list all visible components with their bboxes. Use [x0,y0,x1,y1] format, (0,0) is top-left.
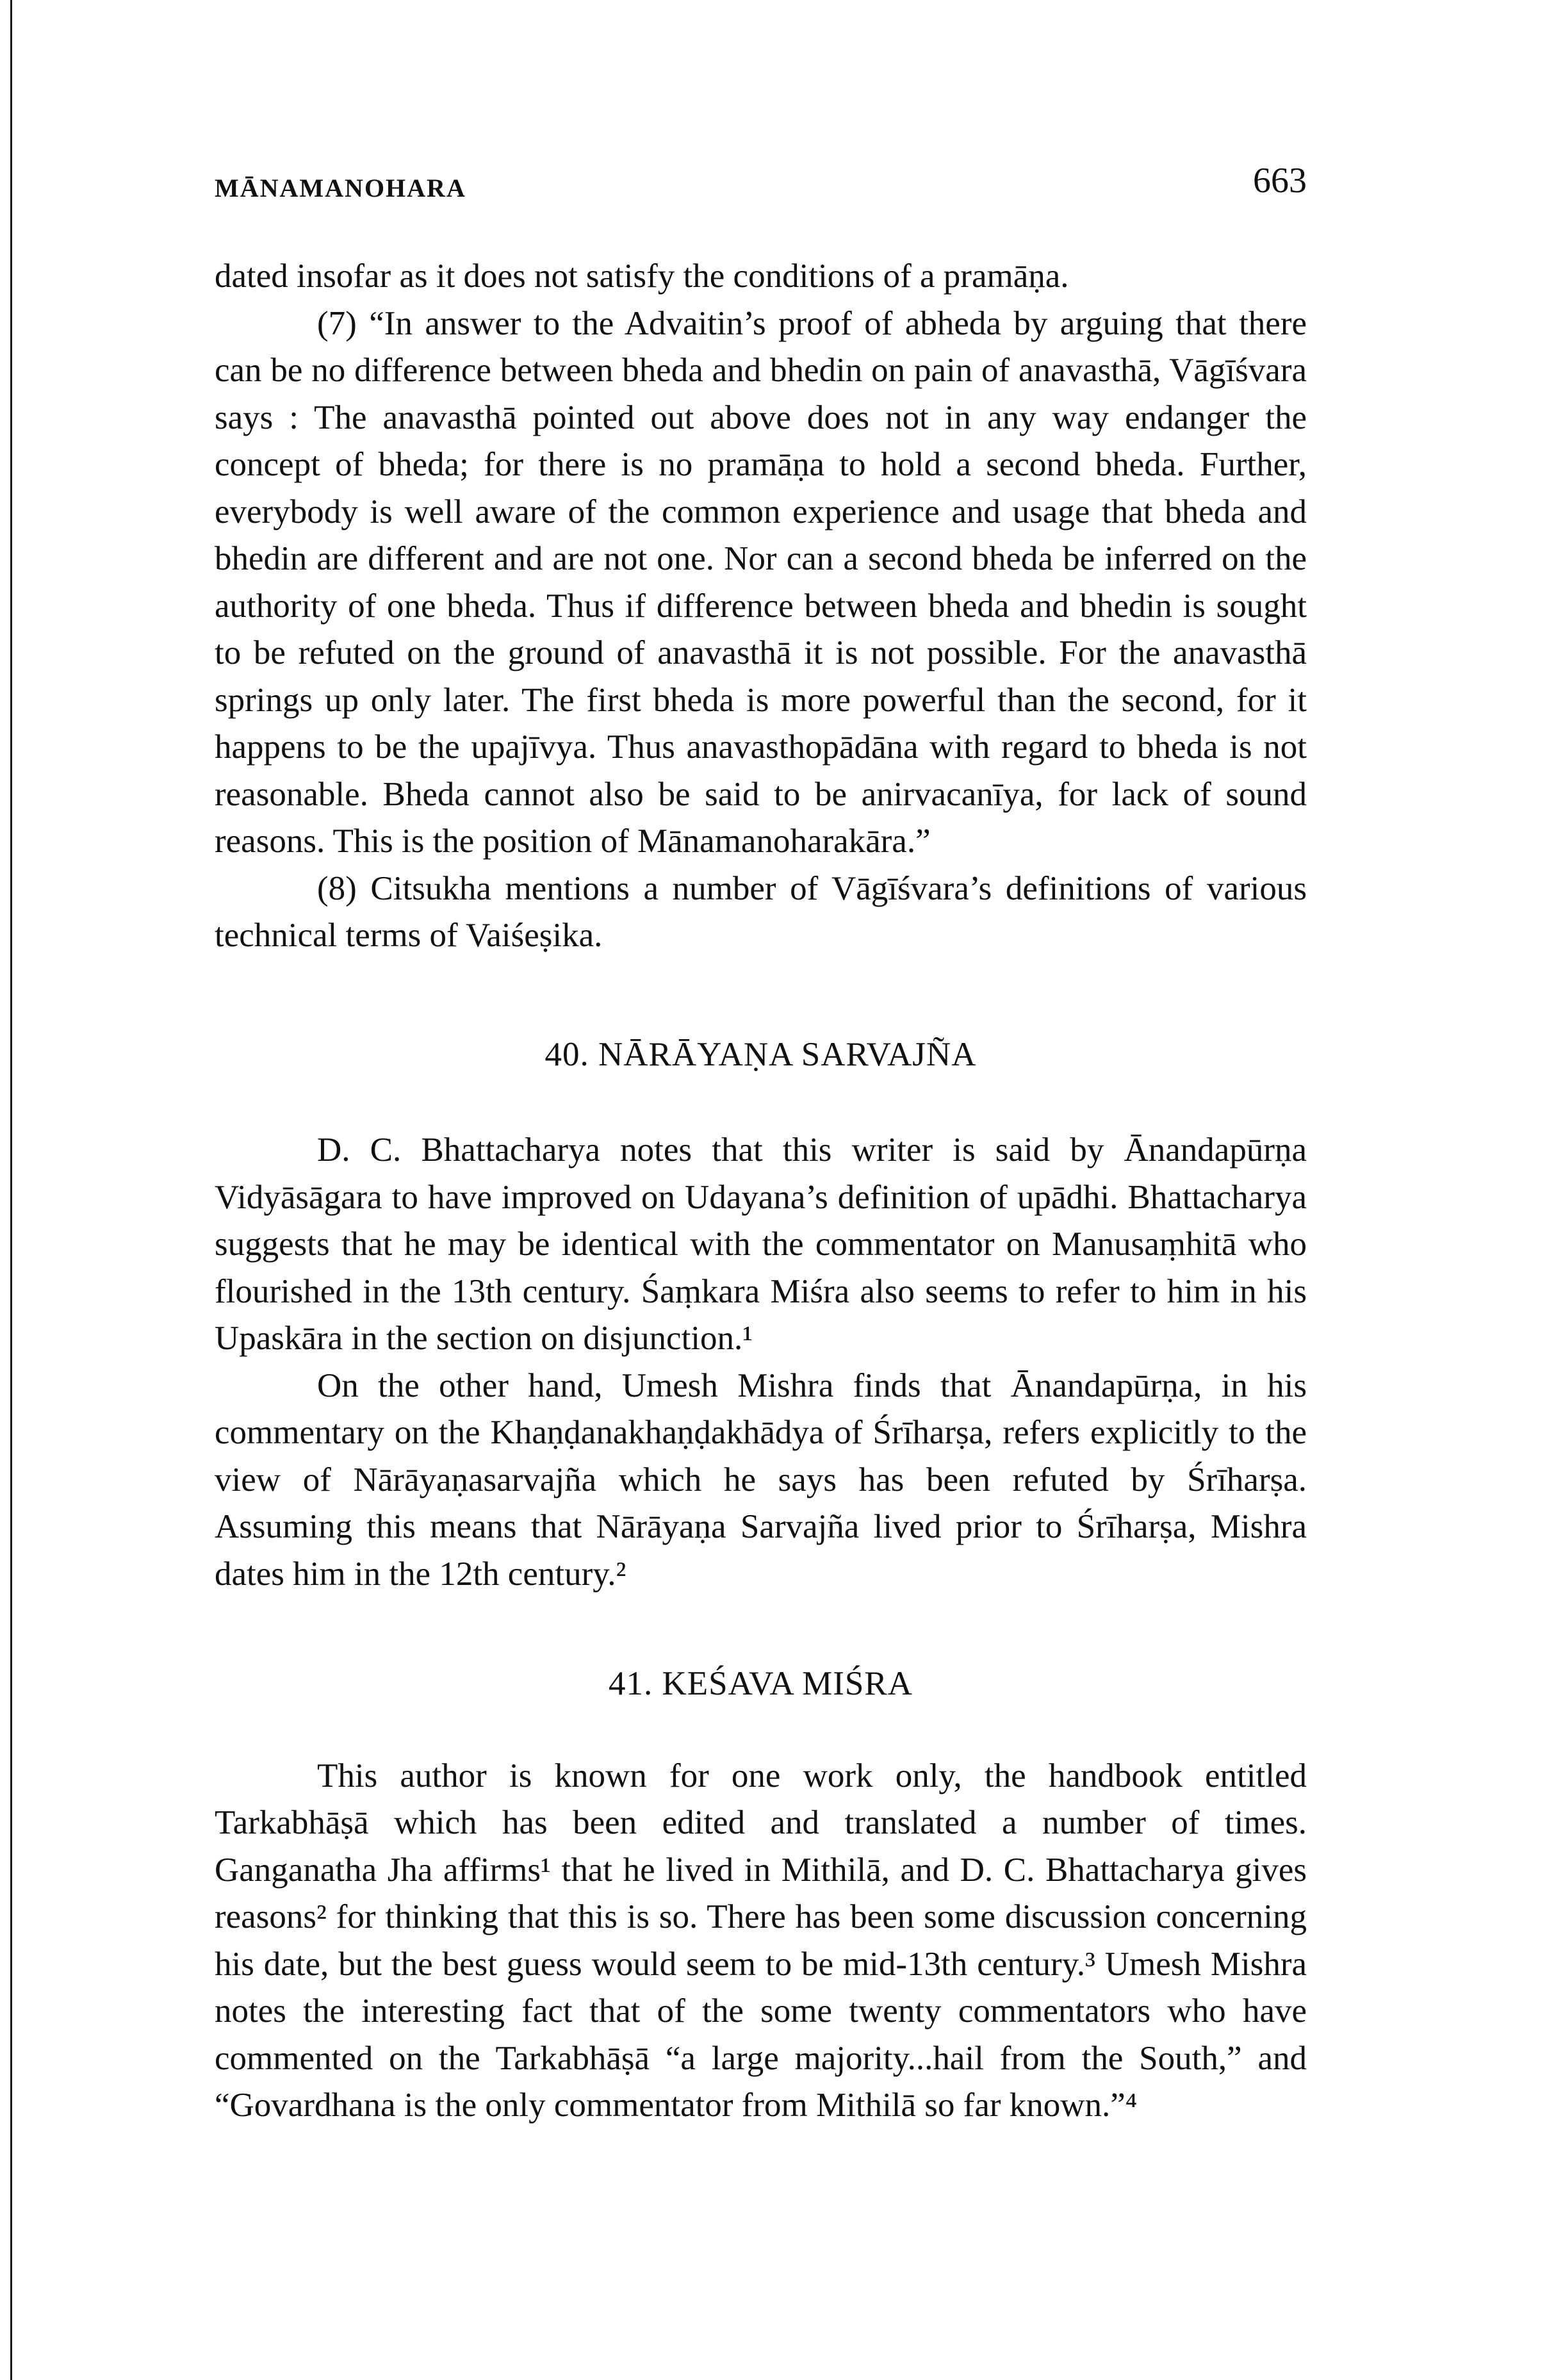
binding-edge-rule [10,0,12,2380]
section-heading-kesava-misra: 41. KEŚAVA MIŚRA [609,1665,913,1702]
paragraph-point-7: (7) “In answer to the Advaitin’s proof of abheda by arguing that there can be no difference between bheda and bhedin on pain of anavasthā, Vāgīśvara says : The anavasthā pointed out above does not in any way endanger the concept of bheda; for there is no pramāṇa to hold a second bheda. Further, everybody is well aware of the common experience and usage that bheda and bhedin are different and are not one. Nor can a second bheda be inferred on the authority of one bheda. Thus if difference between bheda and bhedin is sought to be refuted on the ground of anavasthā it is not possible. For the anavasthā springs up only later. The first bheda is more powerful than the second, for it happens to be the upajīvya. Thus anavasthopādāna with regard to bheda is not reasonable. Bheda cannot also be said to be anirvacanīya, for lack of sound reasons. This is the position of Mānamanoharakāra.” [215,304,1307,860]
paragraph-continuation: dated insofar as it does not satisfy the conditions of a pramāṇa. [215,258,1069,295]
section-heading-narayana-sarvajna: 40. NĀRĀYAṆA SARVAJÑA [544,1035,977,1073]
running-title: MĀNAMANOHARA [215,174,466,202]
paragraph-kesava-1: This author is known for one work only, the handbook entitled Tarkabhāṣā which has been edited and translated a number of times. Ganganatha Jha affirms¹ that he lived in Mithilā, and D. C. Bhattacharya gives reasons² for thinking that this is so. There has been some discussion concerning his date, but the best guess would seem to be mid-13th century.³ Umesh Mishra notes the interesting fact that of the some twenty commentators who have commented on the Tarkabhāṣā “a large majority...hail from the South,” and “Govardhana is the only commentator from Mithilā so far known.”⁴ [215,1757,1307,2124]
page-body [215,253,1307,2130]
page-number: 663 [1253,161,1307,201]
page-header [215,154,1307,211]
paragraph-point-8: (8) Citsukha mentions a number of Vāgīśvara’s definitions of various technical terms of Vaiśeṣika. [215,869,1307,954]
paragraph-narayana-1: D. C. Bhattacharya notes that this writer is said by Ānandapūrṇa Vidyāsāgara to have improved on Udayana’s definition of upādhi. Bhattacharya suggests that he may be identical with the commentator on Manusaṃhitā who flourished in the 13th century. Śaṃkara Miśra also seems to refer to him in his Upaskāra in the section on disjunction.¹ [215,1131,1307,1357]
paragraph-narayana-2: On the other hand, Umesh Mishra finds that Ānandapūrṇa, in his commentary on the Khaṇḍanakhaṇḍakhādya of Śrīharṣa, refers explicitly to the view of Nārāyaṇasarvajña which he says has been refuted by Śrīharṣa. Assuming this means that Nārāyaṇa Sarvajña lived prior to Śrīharṣa, Mishra dates him in the 12th century.² [215,1366,1307,1593]
